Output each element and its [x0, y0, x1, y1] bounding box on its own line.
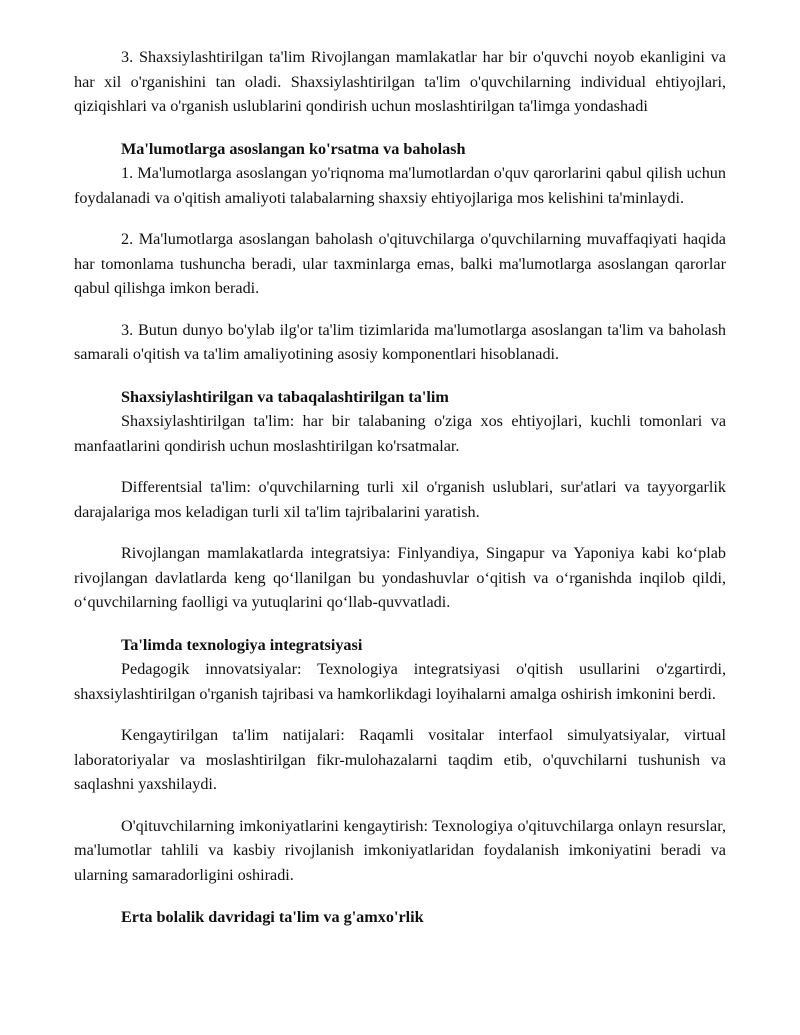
heading-data-driven-instruction: Ma'lumotlarga asoslangan ko'rsatma va baholash [121, 139, 466, 158]
paragraph-personalized-learning-3: 3. Shaxsiylashtirilgan ta'lim Rivojlangan mamlakatlar har bir o'quvchi noyob ekanligini va har xil o'rganishini tan oladi. Shaxsiylashtirilgan ta'lim o'quvchilarning individual ehtiyojlari, qiziqishlari va o'rganish uslublarini qondirish uchun moslashtirilgan ta'limga yondashadi [74, 48, 726, 115]
paragraph-data-driven-1: 1. Ma'lumotlarga asoslangan yo'riqnoma ma'lumotlardan o'quv qarorlarini qabul qilish uchun foydalanadi va o'qitish amaliyoti talabalarning shaxsiy ehtiyojlariga mos kelishini ta'minlaydi. [74, 164, 726, 207]
paragraph-teacher-empowerment: O'qituvchilarning imkoniyatlarini kengaytirish: Texnologiya o'qituvchilarga onlayn resurslar, ma'lumotlar tahlili va kasbiy rivojlanish imkoniyatlaridan foydalanish imkoniyatini beradi va ularning samaradorligini oshiradi. [74, 816, 726, 884]
paragraph-differentiated-definition: Differentsial ta'lim: o'quvchilarning turli xil o'rganish uslublari, sur'atlari va tayyorgarlik darajalariga mos keladigan turli xil ta'lim tajribalarini yaratish. [74, 478, 726, 521]
paragraph-data-driven-3: 3. Butun dunyo bo'ylab ilg'or ta'lim tizimlarida ma'lumotlarga asoslangan ta'lim va baholash samarali o'qitish va ta'lim amaliyotining asosiy komponentlari hisoblanadi. [74, 320, 726, 363]
heading-personalized-differentiated: Shaxsiylashtirilgan va tabaqalashtirilgan ta'lim [121, 387, 449, 406]
paragraph-personalized-definition: Shaxsiylashtirilgan ta'lim: har bir talabaning o'ziga xos ehtiyojlari, kuchli tomonlari va manfaatlarini qondirish uchun moslashtirilgan ko'rsatmalar. [74, 412, 726, 455]
paragraph-enhanced-outcomes: Kengaytirilgan ta'lim natijalari: Raqamli vositalar interfaol simulyatsiyalar, virtual laboratoriyalar va moslashtirilgan fikr-mulohazalarni taqdim etib, o'quvchilarni tushunish va saqlashni yaxshilaydi. [74, 726, 726, 793]
paragraph-data-driven-2: 2. Ma'lumotlarga asoslangan baholash o'qituvchilarga o'quvchilarning muvaffaqiyati haqida har tomonlama tushuncha beradi, ular taxminlarga emas, balki ma'lumotlarga asoslangan qarorlar qabul qilishga imkon beradi. [74, 230, 726, 297]
heading-technology-integration: Ta'limda texnologiya integratsiyasi [121, 635, 363, 654]
paragraph-pedagogical-innovations: Pedagogik innovatsiyalar: Texnologiya integratsiyasi o'qitish usullarini o'zgartirdi, shaxsiylashtirilgan o'rganish tajribasi va hamkorlikdagi loyihalarni amalga oshirish imkonini berdi. [74, 660, 726, 703]
paragraph-integration-developed-countries: Rivojlangan mamlakatlarda integratsiya: Finlyandiya, Singapur va Yaponiya kabi ko‘plab rivojlangan davlatlarda keng qo‘llanilgan bu yondashuvlar o‘qitish va o‘rganishda inqilob qildi, o‘quvchilarning faolligi va yutuqlarini qo‘llab-quvvatladi. [74, 544, 726, 611]
heading-early-childhood: Erta bolalik davridagi ta'lim va g'amxo'rlik [121, 908, 424, 926]
